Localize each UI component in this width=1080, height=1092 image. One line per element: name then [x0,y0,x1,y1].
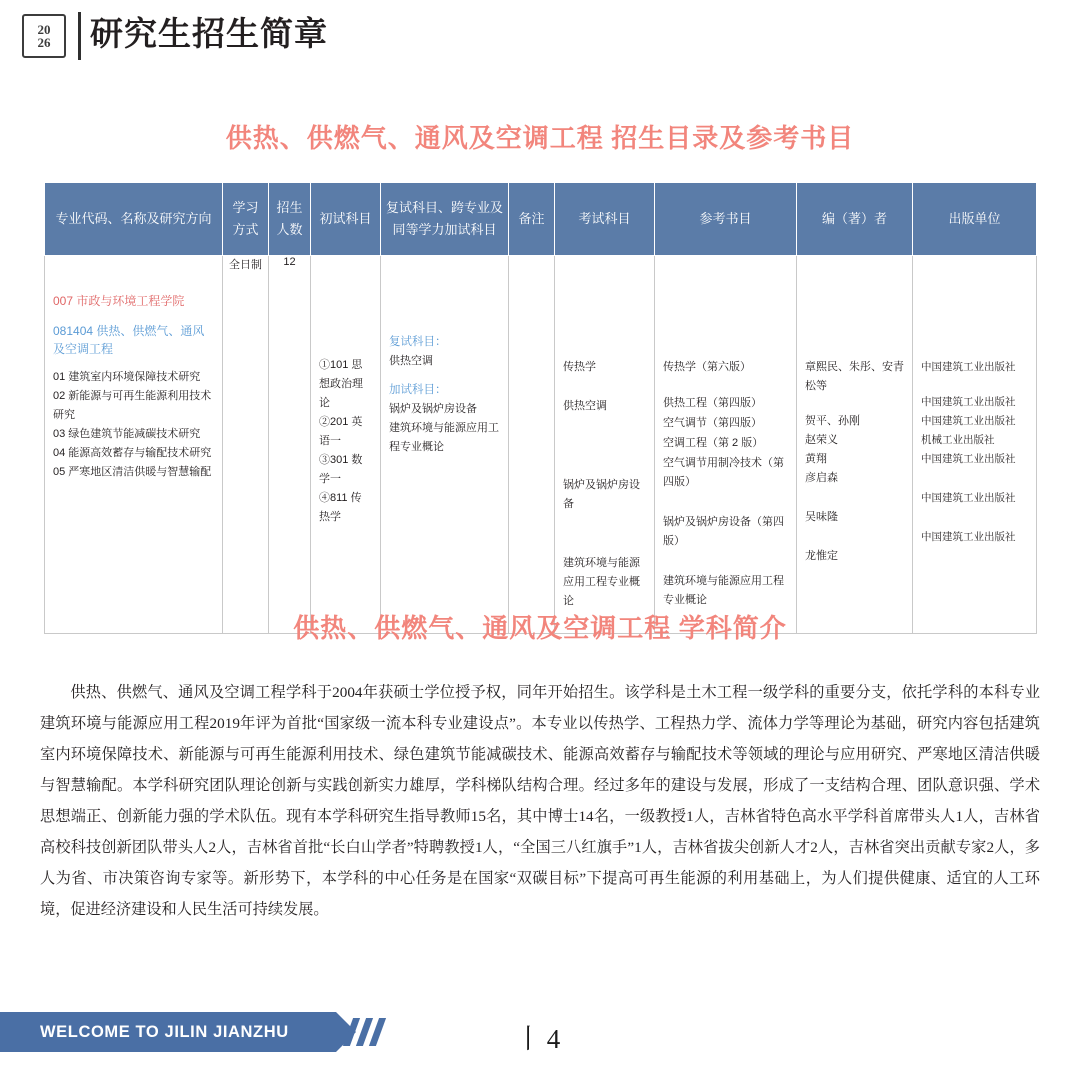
reference-book-item: 空气调节用制冷技术（第四版） [663,457,784,488]
discipline-intro [40,662,1040,940]
th-reference-book: 参考书目 [655,183,797,256]
remark-value [509,256,554,276]
author-item: 贺平、孙刚 [805,415,860,427]
extra-exam-label: 加试科目： [389,384,447,396]
page-title: 研究生招生简章 [90,17,328,53]
cell-first-exam [311,256,381,634]
reference-book-item: 传热学（第六版） [663,361,751,373]
author-item: 龙惟定 [805,550,838,562]
publisher-item: 中国建筑工业出版社 [921,453,1016,465]
exam-subject-item: 传热学 [563,361,596,373]
reference-book-item: 建筑环境与能源应用工程专业概论 [663,575,784,606]
banner-text: WELCOME TO JILIN JIANZHU UNIVERSITY [40,1023,289,1081]
th-major: 专业代码、名称及研究方向 [45,183,223,256]
exam-subject-item: 建筑环境与能源应用工程专业概论 [563,557,640,607]
publisher-item: 中国建筑工业出版社 [921,415,1016,427]
research-direction: 02 新能源与可再生能源利用技术研究 [53,390,212,421]
table-row [45,256,1037,634]
first-exam-item: ④811 传热学 [319,492,362,523]
cell-publisher [913,256,1037,634]
catalog-table-wrapper [44,182,1036,634]
research-direction: 04 能源高效蓄存与输配技术研究 [53,447,212,459]
study-mode-value: 全日制 [229,259,262,271]
intro-paragraph: 供热、供燃气、通风及空调工程学科于2004年获硕士学位授予权，同年开始招生。该学科是土木工程一级学科的重要分支，依托学科的本科专业建筑环境与能源应用工程2019年评为首批“国家级一流本科专业建设点”。本专业以传热学、工程热力学、流体力学等理论为基础，研究内容包括建筑室内环境保障技术、新能源与可再生能源利用技术、绿色建筑节能减碳技术、能源高效蓄存与输配技术等领域的理论与应用研究、严寒地区清洁供暖与智慧输配。本学科研究团队理论创新与实践创新实力雄厚，学科梯队结构合理。经过多年的建设与发展，形成了一支结构合理、团队意识强、学术思想端正、创新能力强的学术队伍。现有本学科研究生指导教师15名，其中博士14名，一级教授1人，吉林省特色高水平学科首席带头人1人，吉林省高校科技创新团队带头人2人，吉林省首批“长白山学者”特聘教授1人，“全国三八红旗手”1人，吉林省拔尖创新人才2人，吉林省突出贡献专家2人，多人为省、市决策咨询专家等。新形势下，本学科的中心任务是在国家“双碳目标”下提高可再生能源的利用基础上，为人们提供健康、适宜的人工环境，促进经济建设和人民生活可持续发展。 [40,684,1040,919]
major-code: 081404 供热、供燃气、通风及空调工程 [53,324,205,356]
intro-section-title: 供热、供燃气、通风及空调工程 学科简介 [293,614,787,643]
th-first-exam: 初试科目 [311,183,381,256]
extra-exam-item: 锅炉及锅炉房设备 [389,403,477,415]
publisher-item: 中国建筑工业出版社 [921,492,1016,504]
exam-subject-item: 锅炉及锅炉房设备 [563,479,640,510]
cell-author [797,256,913,634]
cell-retest [381,256,509,634]
th-enrollment: 招生人数 [269,183,311,256]
cell-exam-subject [555,256,655,634]
th-author: 编（著）者 [797,183,913,256]
th-exam-subject: 考试科目 [555,183,655,256]
table-header-row [45,183,1037,256]
retest-item: 供热空调 [389,355,433,367]
cell-study-mode [223,256,269,634]
cell-enrollment [269,256,311,634]
cell-reference-book [655,256,797,634]
th-study-mode: 学习方式 [223,183,269,256]
reference-book-item: 空调工程（第 2 版） [663,437,764,449]
reference-book-item: 空气调节（第四版） [663,417,762,429]
retest-label: 复试科目： [389,336,447,348]
enrollment-value: 12 [283,256,296,268]
author-item: 黄翔 [805,453,827,465]
research-direction: 05 严寒地区清洁供暖与智慧输配 [53,466,212,478]
author-item: 赵荣义 [805,434,838,446]
year-logo-bottom: 26 [37,35,51,50]
th-publisher: 出版单位 [913,183,1037,256]
publisher-item: 中国建筑工业出版社 [921,361,1016,373]
research-direction: 01 建筑室内环境保障技术研究 [53,371,201,383]
publisher-item: 机械工业出版社 [921,434,995,446]
first-exam-item: ③301 数学一 [319,454,363,485]
year-logo [22,14,66,58]
major-department: 007 市政与环境工程学院 [53,294,185,308]
author-item: 章熙民、朱彤、安青松等 [805,361,904,392]
catalog-section-title: 供热、供燃气、通风及空调工程 招生目录及参考书目 [225,124,855,153]
exam-subject-item: 供热空调 [563,400,607,412]
first-exam-item: ②201 英语一 [319,416,363,447]
page-number: 丨4 [514,1024,566,1054]
reference-book-item: 锅炉及锅炉房设备（第四版） [663,516,784,547]
year-logo-top: 20 [37,22,51,37]
cell-remark [509,256,555,634]
author-item: 吴味隆 [805,511,838,523]
first-exam-item: ①101 思想政治理论 [319,359,363,409]
publisher-item: 中国建筑工业出版社 [921,531,1016,543]
catalog-table [44,182,1037,634]
th-retest: 复试科目、跨专业及同等学力加试科目 [381,183,509,256]
cell-major [45,256,223,634]
th-remark: 备注 [509,183,555,256]
page-header [0,0,1080,82]
reference-book-item: 供热工程（第四版） [663,397,762,409]
research-direction: 03 绿色建筑节能减碳技术研究 [53,428,201,440]
publisher-item: 中国建筑工业出版社 [921,396,1016,408]
extra-exam-item: 建筑环境与能源应用工程专业概论 [389,422,499,453]
author-item: 彦启森 [805,472,838,484]
header-divider [78,12,81,60]
